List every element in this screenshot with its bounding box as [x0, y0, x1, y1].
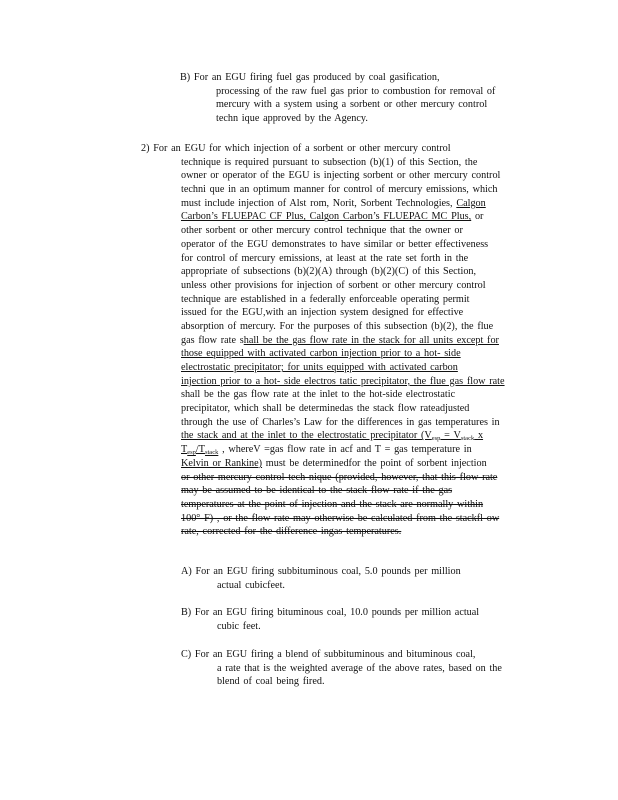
text-line: [181, 457, 505, 471]
text-line: [181, 471, 505, 485]
inserted-text: hall be the gas flow rate in the stack for all units except for: [243, 334, 499, 346]
text-line: precipitator, which shall be determinedas the stack flow rateadjusted: [181, 403, 470, 415]
text-segment: , whereV =gas flow rate in acf and T = gas temperature in: [218, 444, 472, 456]
text-segment: must be determinedfor the point of sorbent injection: [262, 457, 487, 469]
text-line: [181, 210, 505, 224]
paragraph-c-blend: [181, 648, 502, 689]
text-line: actual cubicfeet.: [217, 579, 285, 591]
text-segment: must include injection of Alst rom, Norit, Sorbent Technologies,: [181, 197, 453, 209]
text-line: techni que in an optimum manner for control of mercury emissions, which: [181, 184, 498, 196]
text-segment: the stack and at the inlet to the electrostatic precipitator (V: [181, 430, 432, 442]
inserted-text: Calgon: [456, 197, 486, 209]
text-line: C) For an EGU firing a blend of subbituminous and bituminous coal,: [181, 649, 476, 660]
text-line: unless other provisions for injection of sorbent or other mercury control: [181, 279, 486, 291]
text-line: B) For an EGU firing bituminous coal, 10.0 pounds per million actual: [181, 607, 480, 618]
text-segment: x: [474, 430, 484, 442]
inserted-text: those equipped with activated carbon injection prior to a hot- side: [181, 348, 461, 360]
text-segment: gas flow rate s: [181, 334, 244, 346]
deleted-text: or other mercury control tech nique (provided, however, that this flow rate: [181, 471, 498, 483]
text-line: other sorbent or other mercury control technique that the owner or: [181, 225, 463, 237]
text-line: 2) For an EGU for which injection of a sorbent or other mercury control: [141, 143, 451, 154]
text-line: for control of mercury emissions, at least at the rate set forth in the: [181, 252, 469, 264]
deleted-text: rate, corrected for the difference ingas temperatures.: [181, 526, 402, 538]
text-line: owner or operator of the EGU is injecting sorbent or other mercury control: [181, 170, 501, 182]
deleted-text: may be assumed to be identical to the stack flow rate if the gas: [181, 485, 453, 497]
text-segment: = V: [440, 430, 461, 442]
text-line: a rate that is the weighted average of the above rates, based on the: [217, 662, 502, 674]
text-line: technique are established in a federally enforceable operating permit: [181, 293, 470, 305]
deleted-text: 100° F) , or the flow rate may otherwise be calculated from the stackfl ow: [181, 512, 500, 524]
text-line: [181, 375, 505, 389]
text-line: [181, 484, 505, 498]
inserted-text: Kelvin or Rankine): [181, 457, 263, 469]
text-segment: /T: [195, 444, 205, 456]
text-segment: T: [181, 444, 188, 456]
subscript: stack: [460, 435, 475, 443]
text-line: [181, 361, 505, 375]
inserted-text: injection prior to a hot- side electros tatic precipitator, the flue gas flow rate: [181, 375, 505, 387]
paragraph-2-body: [181, 156, 505, 539]
inserted-text: electrostatic precipitator; for units equipped with activated carbon: [181, 362, 458, 373]
inserted-text: Carbon’s FLUEPAC CF Plus, Calgon Carbon’s FLUEPAC MC Plus,: [181, 211, 472, 223]
paragraph-a-subbituminous: [181, 565, 461, 592]
text-line: operator of the EGU demonstrates to have similar or better effectiveness: [181, 238, 489, 250]
text-line: [181, 347, 505, 361]
text-line: [181, 525, 505, 539]
paragraph-b-bituminous: [181, 606, 479, 633]
text-line: appropriate of subsections (b)(2)(A) through (b)(2)(C) of this Section,: [181, 266, 477, 278]
deleted-text: temperatures at the point of injection and the stack are normally within: [181, 498, 484, 510]
text-line: [181, 512, 505, 526]
text-line: mercury with a system using a sorbent or other mercury control: [216, 99, 488, 111]
text-line: through the use of Charles’s Law for the differences in gas temperatures in: [181, 416, 500, 428]
text-line: B) For an EGU firing fuel gas produced by coal gasification,: [180, 72, 440, 83]
text-line: cubic feet.: [217, 620, 261, 632]
text-line: blend of coal being fired.: [217, 676, 325, 688]
text-line-formula: [181, 429, 505, 443]
paragraph-b-gasification: [180, 71, 495, 126]
text-line-formula: [181, 443, 505, 457]
text-line: A) For an EGU firing subbituminous coal, 5.0 pounds per million: [181, 566, 461, 577]
text-line: techn ique approved by the Agency.: [216, 113, 368, 125]
text-line: technique is required pursuant to subsection (b)(1) of this Section, the: [181, 156, 478, 168]
text-line: absorption of mercury. For the purposes of this subsection (b)(2), the flue: [181, 320, 494, 332]
text-line: [181, 197, 505, 211]
text-line: [181, 334, 505, 348]
text-line: [181, 498, 505, 512]
subscript: stack: [204, 449, 219, 457]
subscript: esp: [187, 449, 196, 457]
text-line: shall be the gas flow rate at the inlet to the hot-side electrostatic: [181, 389, 456, 401]
text-segment: or: [471, 211, 484, 223]
text-line: issued for the EGU,with an injection system designed for effective: [181, 307, 464, 319]
paragraph-2-sorbent-injection: [141, 142, 505, 539]
subscript: esp: [431, 435, 441, 443]
text-line: processing of the raw fuel gas prior to combustion for removal of: [216, 85, 496, 97]
